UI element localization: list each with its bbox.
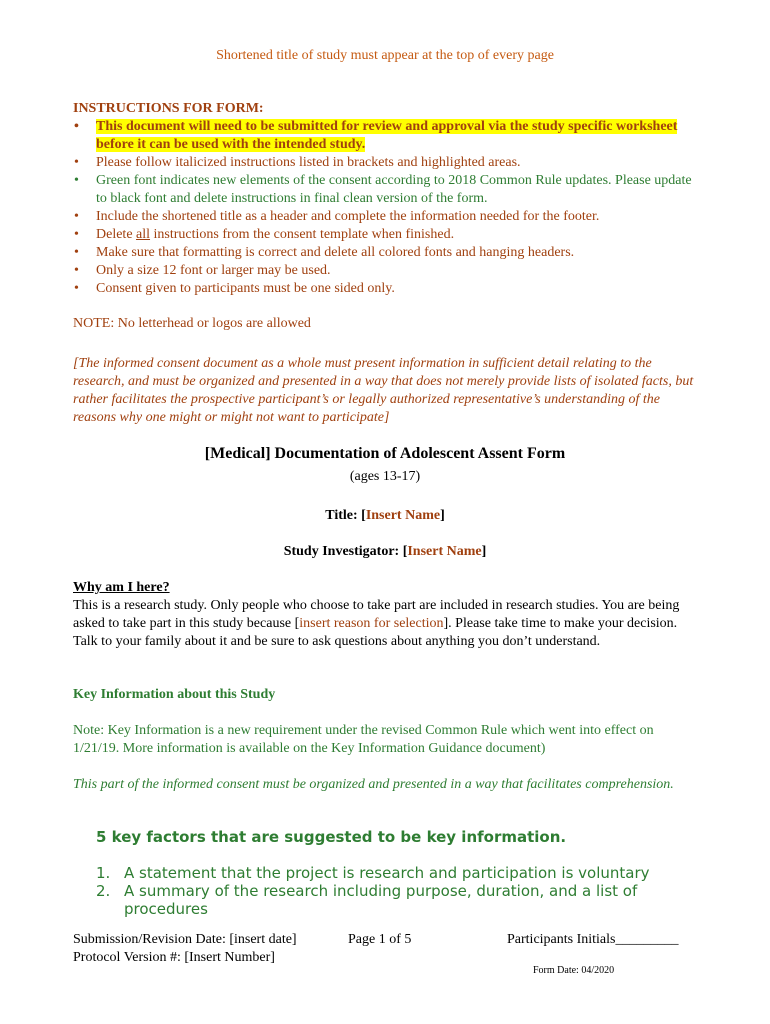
footer-page-number: Page 1 of 5 [348,932,412,947]
key-factors-heading: 5 key factors that are suggested to be key information. [96,828,567,846]
instruction-item [73,154,703,172]
instruction-text-post: instructions from the consent template when finished. [150,227,455,242]
footer-protocol-version: Protocol Version #: [Insert Number] [73,950,275,965]
investigator-close: ] [481,544,487,559]
bullet-icon: • [74,173,79,188]
instruction-text: Green font indicates new elements of the consent according to 2018 Common Rule updates. Please update to black font and delete instructions in final clean version of the form. [96,173,692,206]
instruction-text: Make sure that formatting is correct and delete all colored fonts and hanging headers. [96,245,575,260]
bullet-icon: • [74,119,79,134]
italic-instruction: [The informed consent document as a whole must present information in sufficient detail relating to the research, and must be organized and presented in a way that does not merely provide lists of isolated facts, but rather facilitates the prospective participant’s or legally authorized representative’s understanding of the reasons why one might or might not want to participate] [73,356,694,425]
bullet-icon: • [74,263,79,278]
investigator-value: Insert Name [407,544,482,559]
why-heading: Why am I here? [73,580,170,595]
key-factors-list [96,864,656,918]
investigator-line [0,543,770,561]
key-info-heading: Key Information about this Study [73,687,276,702]
instruction-item [73,172,703,208]
key-factor-number: 1. [96,864,111,882]
bullet-icon: • [74,155,79,170]
instructions-heading: INSTRUCTIONS FOR FORM: [73,101,264,116]
instruction-item [73,280,703,298]
instruction-text: Only a size 12 font or larger may be used. [96,263,331,278]
note-no-letterhead: NOTE: No letterhead or logos are allowed [73,316,311,331]
instruction-text-pre: Delete [96,227,137,242]
why-text-pre: This is a research study. Only people who choose to take part are included in research studies. You are being asked to take part in this study because [ [73,598,680,631]
form-title: [Medical] Documentation of Adolescent Assent Form [204,445,566,462]
why-text-post: ]. Please take time to make your decision. Talk to your family about it and be sure to ask questions about anything you don’t understand. [73,616,678,649]
study-title-line [0,507,770,525]
form-ages: (ages 13-17) [349,469,421,484]
study-title-label: Title: [ [325,508,366,523]
footer-participant-initials: Participants Initials_________ [507,932,679,947]
instruction-item [73,262,703,280]
instruction-underlined-word: all [136,227,151,242]
why-insert-reason: insert reason for selection [299,616,444,631]
why-paragraph [73,597,698,651]
footer-form-date: Form Date: 04/2020 [533,965,615,976]
instruction-text: Include the shortened title as a header and complete the information needed for the footer. [96,209,600,224]
instruction-item [73,208,703,226]
instructions-section [73,100,703,298]
instruction-item [73,226,703,244]
key-factor-item [96,882,656,918]
bullet-icon: • [74,281,79,296]
footer-left [73,931,297,967]
instruction-text: Consent given to participants must be one sided only. [96,281,395,296]
header-note: Shortened title of study must appear at the top of every page [216,48,554,63]
footer-submission-date: Submission/Revision Date: [insert date] [73,932,297,947]
key-factor-item [96,864,656,882]
bullet-icon: • [74,209,79,224]
bullet-icon: • [74,245,79,260]
key-factor-text: A summary of the research including purpose, duration, and a list of procedures [124,882,638,918]
bullet-icon: • [74,227,79,242]
key-factor-number: 2. [96,882,111,900]
instruction-item [73,118,703,154]
key-info-italic: This part of the informed consent must be organized and presented in a way that facilitates comprehension. [73,777,674,792]
instruction-text: Please follow italicized instructions listed in brackets and highlighted areas. [96,155,521,170]
key-info-note: Note: Key Information is a new requirement under the revised Common Rule which went into effect on 1/21/19. More information is available on the Key Information Guidance document) [73,723,654,756]
investigator-label: Study Investigator: [ [283,544,408,559]
study-title-close: ] [440,508,445,523]
instruction-item [73,244,703,262]
study-title-value: Insert Name [365,508,441,523]
instruction-highlighted-text: This document will need to be submitted for review and approval via the study specific worksheet before it can be used with the intended study. [96,119,678,152]
key-factor-text: A statement that the project is research and participation is voluntary [124,864,650,882]
instructions-list [73,118,703,298]
